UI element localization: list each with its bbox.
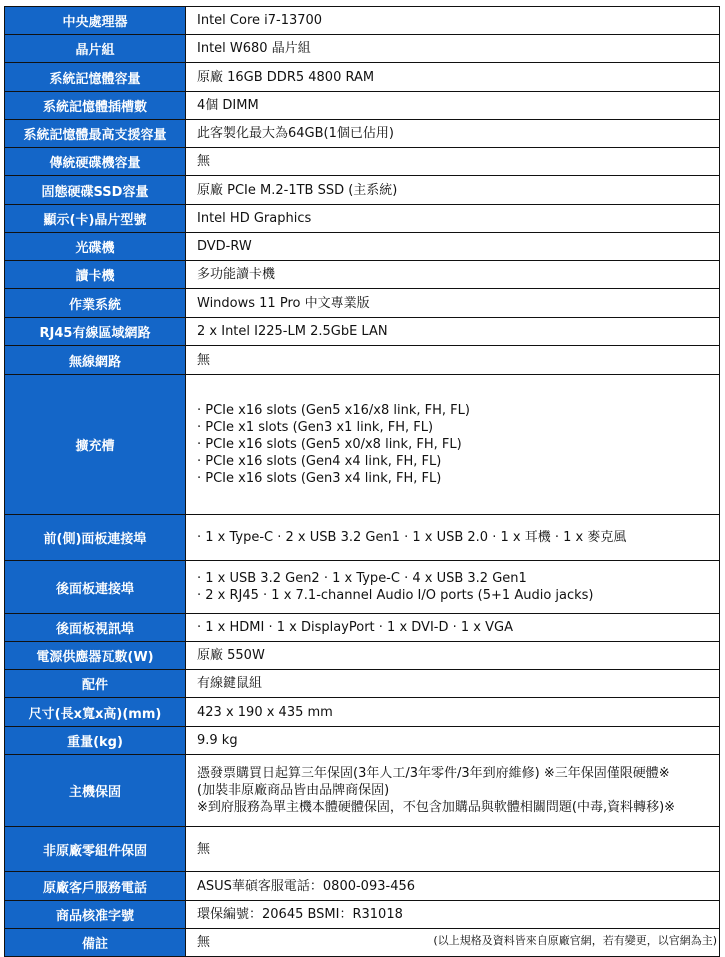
spec-value-line: · PCIe x1 slots (Gen3 x1 link, FH, FL) [197,420,434,435]
spec-value [186,670,720,698]
spec-value [186,614,720,642]
footnote: (以上規格及資料皆來自原廠官網，若有變更，以官網為主) [433,934,717,947]
spec-value [186,92,720,120]
spec-value-line: 無 [197,841,211,857]
spec-value-line: 無 [197,154,211,169]
spec-row [5,614,720,642]
spec-value [186,755,720,827]
spec-value [186,176,720,205]
spec-row [5,7,720,35]
spec-row [5,515,720,561]
spec-label: 非原廠零組件保固 [5,827,186,872]
spec-value-line: · PCIe x16 slots (Gen5 x16/x8 link, FH, FL) [197,403,470,418]
spec-value [186,289,720,318]
spec-row [5,561,720,614]
spec-row [5,233,720,261]
spec-value-line: (加裝非原廠商品皆由品牌商保固) [197,783,390,798]
spec-value-line: 此客製化最大為64GB(1個已佔用) [197,126,394,141]
spec-value-line: · PCIe x16 slots (Gen4 x4 link, FH, FL) [197,454,442,469]
spec-label: 讀卡機 [5,261,186,289]
spec-value [186,827,720,872]
spec-row [5,176,720,205]
spec-label: 固態硬碟SSD容量 [5,176,186,205]
spec-value-line: · PCIe x16 slots (Gen5 x0/x8 link, FH, FL) [197,437,462,452]
spec-value-line: Intel W680 晶片組 [197,41,311,56]
spec-label: 後面板視訊埠 [5,614,186,642]
spec-value-line: 多功能讀卡機 [197,267,276,282]
spec-label: 主機保固 [5,755,186,827]
spec-value [186,872,720,901]
spec-value [186,35,720,63]
spec-row [5,35,720,63]
spec-value [186,148,720,176]
spec-table [4,6,720,957]
spec-value [186,261,720,289]
spec-row [5,827,720,872]
spec-label: 重量(kg) [5,727,186,755]
spec-value-line: 憑發票購買日起算三年保固(3年人工/3年零件/3年到府維修) ※三年保固僅限硬體※ [197,766,670,781]
spec-value-line: 9.9 kg [197,733,238,748]
spec-row [5,92,720,120]
spec-value [186,233,720,261]
spec-value [186,205,720,233]
spec-label: 尺寸(長x寬x高)(mm) [5,698,186,727]
spec-row [5,289,720,318]
spec-row [5,642,720,670]
spec-row [5,872,720,901]
spec-label: 商品核准字號 [5,901,186,929]
spec-value-line: · 1 x USB 3.2 Gen2 · 1 x Type-C · 4 x USB 3.2 Gen1 [197,571,527,586]
spec-value-line: 4個 DIMM [197,98,259,113]
spec-row [5,120,720,148]
spec-value [186,515,720,561]
spec-value-line: · 1 x Type-C · 2 x USB 3.2 Gen1 · 1 x USB 2.0 · 1 x 耳機 · 1 x 麥克風 [197,530,627,545]
spec-label: RJ45有線區域網路 [5,318,186,346]
spec-row [5,148,720,176]
spec-value [186,375,720,515]
spec-value-line: 環保編號：20645 BSMI：R31018 [197,907,403,922]
spec-value-line: 原廠 16GB DDR5 4800 RAM [197,69,375,85]
spec-value-line: 無 [197,935,211,950]
spec-value-line: ※到府服務為單主機本體硬體保固，不包含加購品與軟體相關問題(中毒,資料轉移)※ [197,800,676,815]
spec-value [186,561,720,614]
spec-label: 光碟機 [5,233,186,261]
spec-label: 系統記憶體插槽數 [5,92,186,120]
spec-value-line: · PCIe x16 slots (Gen3 x4 link, FH, FL) [197,471,442,486]
spec-value [186,120,720,148]
spec-row [5,670,720,698]
spec-value-line: · 1 x HDMI · 1 x DisplayPort · 1 x DVI-D · 1 x VGA [197,620,513,635]
spec-value-line: 423 x 190 x 435 mm [197,704,333,720]
spec-value-line: Intel HD Graphics [197,211,312,226]
spec-row [5,727,720,755]
spec-value [186,642,720,670]
spec-value-line: Intel Core i7-13700 [197,13,323,28]
spec-value-line: DVD-RW [197,239,252,254]
spec-value [186,346,720,375]
spec-label: 後面板連接埠 [5,561,186,614]
spec-value [186,698,720,727]
spec-label: 備註 [5,929,186,957]
spec-label: 顯示(卡)晶片型號 [5,205,186,233]
spec-label: 原廠客戶服務電話 [5,872,186,901]
spec-row [5,63,720,92]
spec-row [5,755,720,827]
spec-value-line: 無 [197,352,211,368]
spec-value [186,7,720,35]
spec-row [5,698,720,727]
spec-value-line: 有線鍵鼠組 [197,676,263,691]
spec-label: 配件 [5,670,186,698]
spec-label: 傳統硬碟機容量 [5,148,186,176]
spec-label: 系統記憶體最高支援容量 [5,120,186,148]
spec-value-line: 原廠 PCIe M.2-1TB SSD (主系統) [197,182,398,198]
spec-label: 中央處理器 [5,7,186,35]
spec-label: 無線網路 [5,346,186,375]
spec-value-line: ASUS華碩客服電話：0800-093-456 [197,878,416,894]
spec-value [186,901,720,929]
spec-label: 電源供應器瓦數(W) [5,642,186,670]
spec-value [186,318,720,346]
spec-row [5,318,720,346]
spec-row [5,901,720,929]
spec-value-line: 2 x Intel I225-LM 2.5GbE LAN [197,324,388,339]
spec-table-body [5,7,720,957]
spec-row [5,261,720,289]
spec-row [5,346,720,375]
spec-label: 晶片組 [5,35,186,63]
spec-value [186,63,720,92]
spec-value-line: · 2 x RJ45 · 1 x 7.1-channel Audio I/O ports (5+1 Audio jacks) [197,588,594,603]
spec-label: 作業系統 [5,289,186,318]
spec-row [5,205,720,233]
spec-value [186,727,720,755]
spec-value-line: Windows 11 Pro 中文專業版 [197,295,370,311]
spec-value-line: 原廠 550W [197,648,265,663]
spec-row [5,375,720,515]
spec-label: 系統記憶體容量 [5,63,186,92]
spec-label: 擴充槽 [5,375,186,515]
spec-label: 前(側)面板連接埠 [5,515,186,561]
